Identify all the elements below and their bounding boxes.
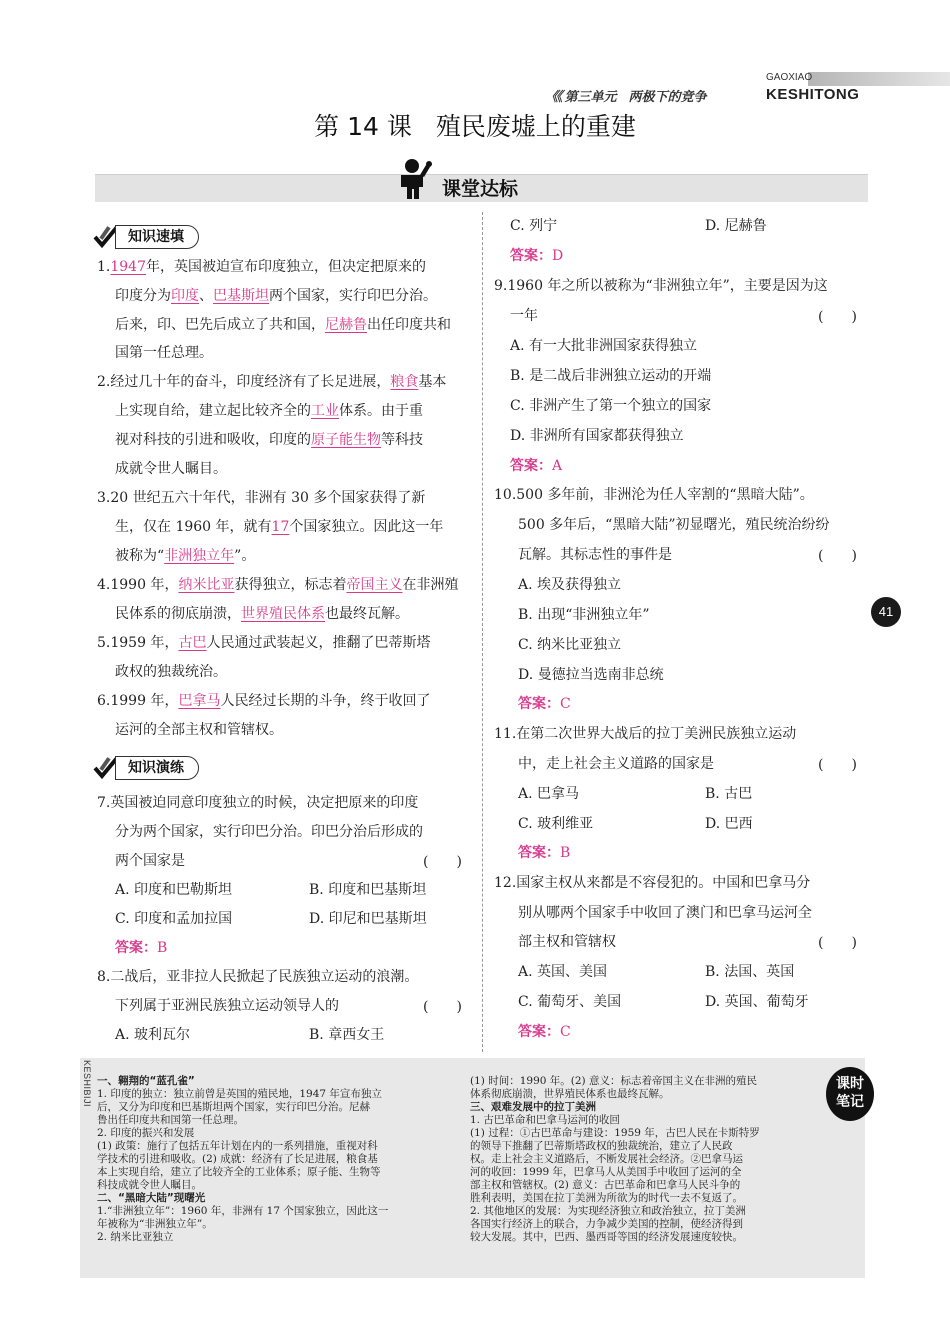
fill-q3-line1: 3.20 世纪五六十年代，非洲有 30 多个国家获得了新 — [97, 490, 426, 506]
q10-line1: 10.500 多年前，非洲沦为任人宰割的“黑暗大陆”。 — [494, 487, 814, 503]
q11-option-c: C. 玻利维亚 — [518, 816, 594, 832]
q12-option-d: D. 英国、葡萄牙 — [705, 994, 809, 1010]
notes-left-line: 1. 印度的独立：独立前曾是英国的殖民地，1947 年宣布独立 — [97, 1088, 382, 1100]
notes-left-line: 二、“黑暗大陆”现曙光 — [97, 1192, 206, 1204]
fill-q1-line2: 印度分为印度、巴基斯坦两个国家，实行印巴分治。 — [115, 288, 437, 304]
q10-option-a: A. 埃及获得独立 — [518, 577, 622, 593]
q7-option-b: B. 印度和巴基斯坦 — [309, 882, 427, 898]
q12-answer: 答案：C — [518, 1024, 571, 1040]
q7-line1: 7.英国被迫同意印度独立的时候，决定把原来的印度 — [97, 795, 419, 811]
q7-option-d: D. 印尼和巴基斯坦 — [309, 911, 427, 927]
q10-line3: 瓦解。其标志性的事件是 — [518, 547, 672, 563]
notes-left-line: 年被称为“非洲独立年”。 — [97, 1218, 213, 1230]
q11-line1: 11.在第二次世界大战后的拉丁美洲民族独立运动 — [494, 726, 797, 742]
q8-option-c: C. 列宁 — [510, 218, 558, 234]
q7-option-c: C. 印度和孟加拉国 — [115, 911, 233, 927]
page-number: 41 — [871, 597, 901, 627]
q9-line1: 9.1960 年之所以被称为“非洲独立年”，主要是因为这 — [494, 278, 828, 294]
notes-right-line: 体系彻底崩溃，世界殖民体系也最终瓦解。 — [470, 1088, 670, 1100]
q7-line2: 分为两个国家，实行印巴分治。印巴分治后形成的 — [115, 824, 423, 840]
q8-answer-blank: ( ) — [423, 999, 462, 1015]
q12-option-c: C. 葡萄牙、美国 — [518, 994, 622, 1010]
q9-option-c: C. 非洲产生了第一个独立的国家 — [510, 398, 712, 414]
unit-header: 《《 第三单元 两极下的竞争 — [545, 90, 707, 105]
q12-line1: 12.国家主权从来都是不容侵犯的。中国和巴拿马分 — [494, 875, 811, 891]
notes-left-line: (1) 政策：施行了包括五年计划在内的一系列措施，重视对科 — [97, 1140, 378, 1152]
q8-option-b: B. 章西女王 — [309, 1027, 385, 1043]
q12-answer-blank: ( ) — [818, 935, 857, 951]
q11-answer-blank: ( ) — [818, 757, 857, 773]
q11-option-a: A. 巴拿马 — [518, 786, 580, 802]
q9-answer: 答案：A — [510, 458, 563, 474]
q9-answer-blank: ( ) — [818, 309, 857, 325]
notes-right-line: (1) 时间：1990 年。(2) 意义：标志着帝国主义在非洲的殖民 — [470, 1075, 757, 1087]
fill-q5-line1: 5.1959 年，古巴人民通过武装起义，推翻了巴蒂斯塔 — [97, 635, 431, 651]
q12-line3: 部主权和管辖权 — [518, 934, 616, 950]
q8-option-d: D. 尼赫鲁 — [705, 218, 767, 234]
notes-left-line: 科技成就令世人瞩目。 — [97, 1179, 202, 1191]
q11-option-d: D. 巴西 — [705, 816, 753, 832]
brand-logo: KESHITONG — [766, 86, 860, 103]
fill-q6-line2: 运河的全部主权和管辖权。 — [115, 722, 283, 738]
fill-q1-line3: 后来，印、巴先后成立了共和国，尼赫鲁出任印度共和 — [115, 317, 451, 333]
q8-line2: 下列属于亚洲民族独立运动领导人的 — [115, 998, 339, 1014]
notes-right-line: 的领导下推翻了巴蒂斯塔政权的独裁统治，建立了人民政 — [470, 1140, 733, 1152]
q7-answer: 答案：B — [115, 940, 168, 956]
notes-side-label: KESHIBIJI — [82, 1060, 92, 1108]
q10-option-c: C. 纳米比亚独立 — [518, 637, 622, 653]
notes-left-line: 鲁出任印度共和国第一任总理。 — [97, 1114, 244, 1126]
brand-small: GAOXIAO — [766, 72, 813, 83]
fill-q5-line2: 政权的独裁统治。 — [115, 664, 227, 680]
q10-option-d: D. 曼德拉当选南非总统 — [518, 667, 664, 683]
notes-right-line: 部主权和管辖权。(2) 意义：古巴革命和巴拿马人民斗争的 — [470, 1179, 741, 1191]
q7-answer-blank: ( ) — [423, 854, 462, 870]
section-tag-label: 知识演练 — [115, 756, 199, 780]
q9-option-b: B. 是二战后非洲独立运动的开端 — [510, 368, 712, 384]
notes-right-line: 河的收回：1999 年，巴拿马人从美国手中收回了运河的全 — [470, 1166, 742, 1178]
notes-right-line: 三、艰难发展中的拉丁美洲 — [470, 1101, 596, 1113]
lesson-title: 第 14 课 殖民废墟上的重建 — [314, 112, 636, 141]
q12-option-b: B. 法国、英国 — [705, 964, 795, 980]
notes-left-line: 一、翱翔的“蓝孔雀” — [97, 1075, 195, 1087]
q9-line2: 一年 — [510, 308, 538, 324]
q10-answer-blank: ( ) — [818, 548, 857, 564]
q7-option-a: A. 印度和巴勒斯坦 — [115, 882, 233, 898]
fill-q4-line1: 4.1990 年，纳米比亚获得独立，标志着帝国主义在非洲殖 — [97, 577, 459, 593]
q12-line2: 别从哪两个国家手中收回了澳门和巴拿马运河全 — [518, 905, 812, 921]
notes-right-line: (1) 过程：①古巴革命与建设：1959 年，古巴人民在卡斯特罗 — [470, 1127, 760, 1139]
notes-right-line: 胜利表明，美国在拉丁美洲为所欲为的时代一去不复返了。 — [470, 1192, 743, 1204]
fill-q3-line2: 生，仅在 1960 年，就有17个国家独立。因此这一年 — [115, 519, 444, 535]
fill-q3-line3: 被称为“非洲独立年”。 — [115, 548, 256, 564]
fill-q2-line4: 成就令世人瞩目。 — [115, 461, 227, 477]
fill-q2-line1: 2.经过几十年的奋斗，印度经济有了长足进展，粮食基本 — [97, 374, 447, 390]
fill-q1-line4: 国第一任总理。 — [115, 345, 213, 361]
notes-right-line: 较大发展。其中，巴西、墨西哥等国的经济发展速度较快。 — [470, 1231, 743, 1243]
q11-line2: 中，走上社会主义道路的国家是 — [518, 756, 714, 772]
notes-left-line: 后，又分为印度和巴基斯坦两个国家，实行印巴分治。尼赫 — [97, 1101, 370, 1113]
q11-answer: 答案：B — [518, 845, 571, 861]
notes-left-line: 2. 纳米比亚独立 — [97, 1231, 174, 1243]
q7-line3: 两个国家是 — [115, 853, 185, 869]
q10-option-b: B. 出现“非洲独立年” — [518, 607, 650, 623]
notes-left-line: 2. 印度的振兴和发展 — [97, 1127, 195, 1139]
q10-answer: 答案：C — [518, 696, 571, 712]
q9-option-d: D. 非洲所有国家都获得独立 — [510, 428, 684, 444]
q8-line1: 8.二战后，亚非拉人民掀起了民族独立运动的浪潮。 — [97, 969, 419, 985]
notes-right-line: 权。走上社会主义道路后，不断发展社会经济。②巴拿马运 — [470, 1153, 743, 1165]
header-gray-bar — [808, 72, 950, 86]
notes-right-line: 2. 其他地区的发展：为实现经济独立和政治独立，拉丁美洲 — [470, 1205, 746, 1217]
notes-left-line: 1.“非洲独立年”：1960 年，非洲有 17 个国家独立，因此这一 — [97, 1205, 389, 1217]
fill-q2-line2: 上实现自给，建立起比较齐全的工业体系。由于重 — [115, 403, 423, 419]
q9-option-a: A. 有一大批非洲国家获得独立 — [510, 338, 698, 354]
fill-q1-line1: 1.1947年，英国被迫宣布印度独立，但决定把原来的 — [97, 259, 426, 275]
q11-option-b: B. 古巴 — [705, 786, 753, 802]
q8-answer: 答案：D — [510, 248, 564, 264]
fill-q4-line2: 民体系的彻底崩溃，世界殖民体系也最终瓦解。 — [115, 606, 409, 622]
fill-q6-line1: 6.1999 年，巴拿马人民经过长期的斗争，终于收回了 — [97, 693, 431, 709]
column-divider — [482, 212, 483, 1052]
notes-badge: 课时 笔记 — [826, 1067, 874, 1121]
section-tag-label: 知识速填 — [115, 225, 199, 249]
notes-left-line: 学技术的引进和吸收。(2) 成就：经济有了长足进展，粮食基 — [97, 1153, 378, 1165]
student-raising-hand-icon — [398, 157, 434, 201]
notes-right-line: 各国实行经济上的联合，力争减少美国的控制，使经济得到 — [470, 1218, 743, 1230]
notes-left-line: 本上实现自给，建立了比较齐全的工业体系；原子能、生物等 — [97, 1166, 381, 1178]
notes-right-line: 1. 古巴革命和巴拿马运河的收回 — [470, 1114, 620, 1126]
banner-label: 课堂达标 — [442, 178, 519, 200]
q8-option-a: A. 玻利瓦尔 — [115, 1027, 191, 1043]
double-chevron-left-icon: 《《 — [545, 90, 561, 105]
q12-option-a: A. 英国、美国 — [518, 964, 608, 980]
fill-q2-line3: 视对科技的引进和吸收，印度的原子能生物等科技 — [115, 432, 423, 448]
q10-line2: 500 多年后，“黑暗大陆”初显曙光，殖民统治纷纷 — [518, 517, 830, 533]
